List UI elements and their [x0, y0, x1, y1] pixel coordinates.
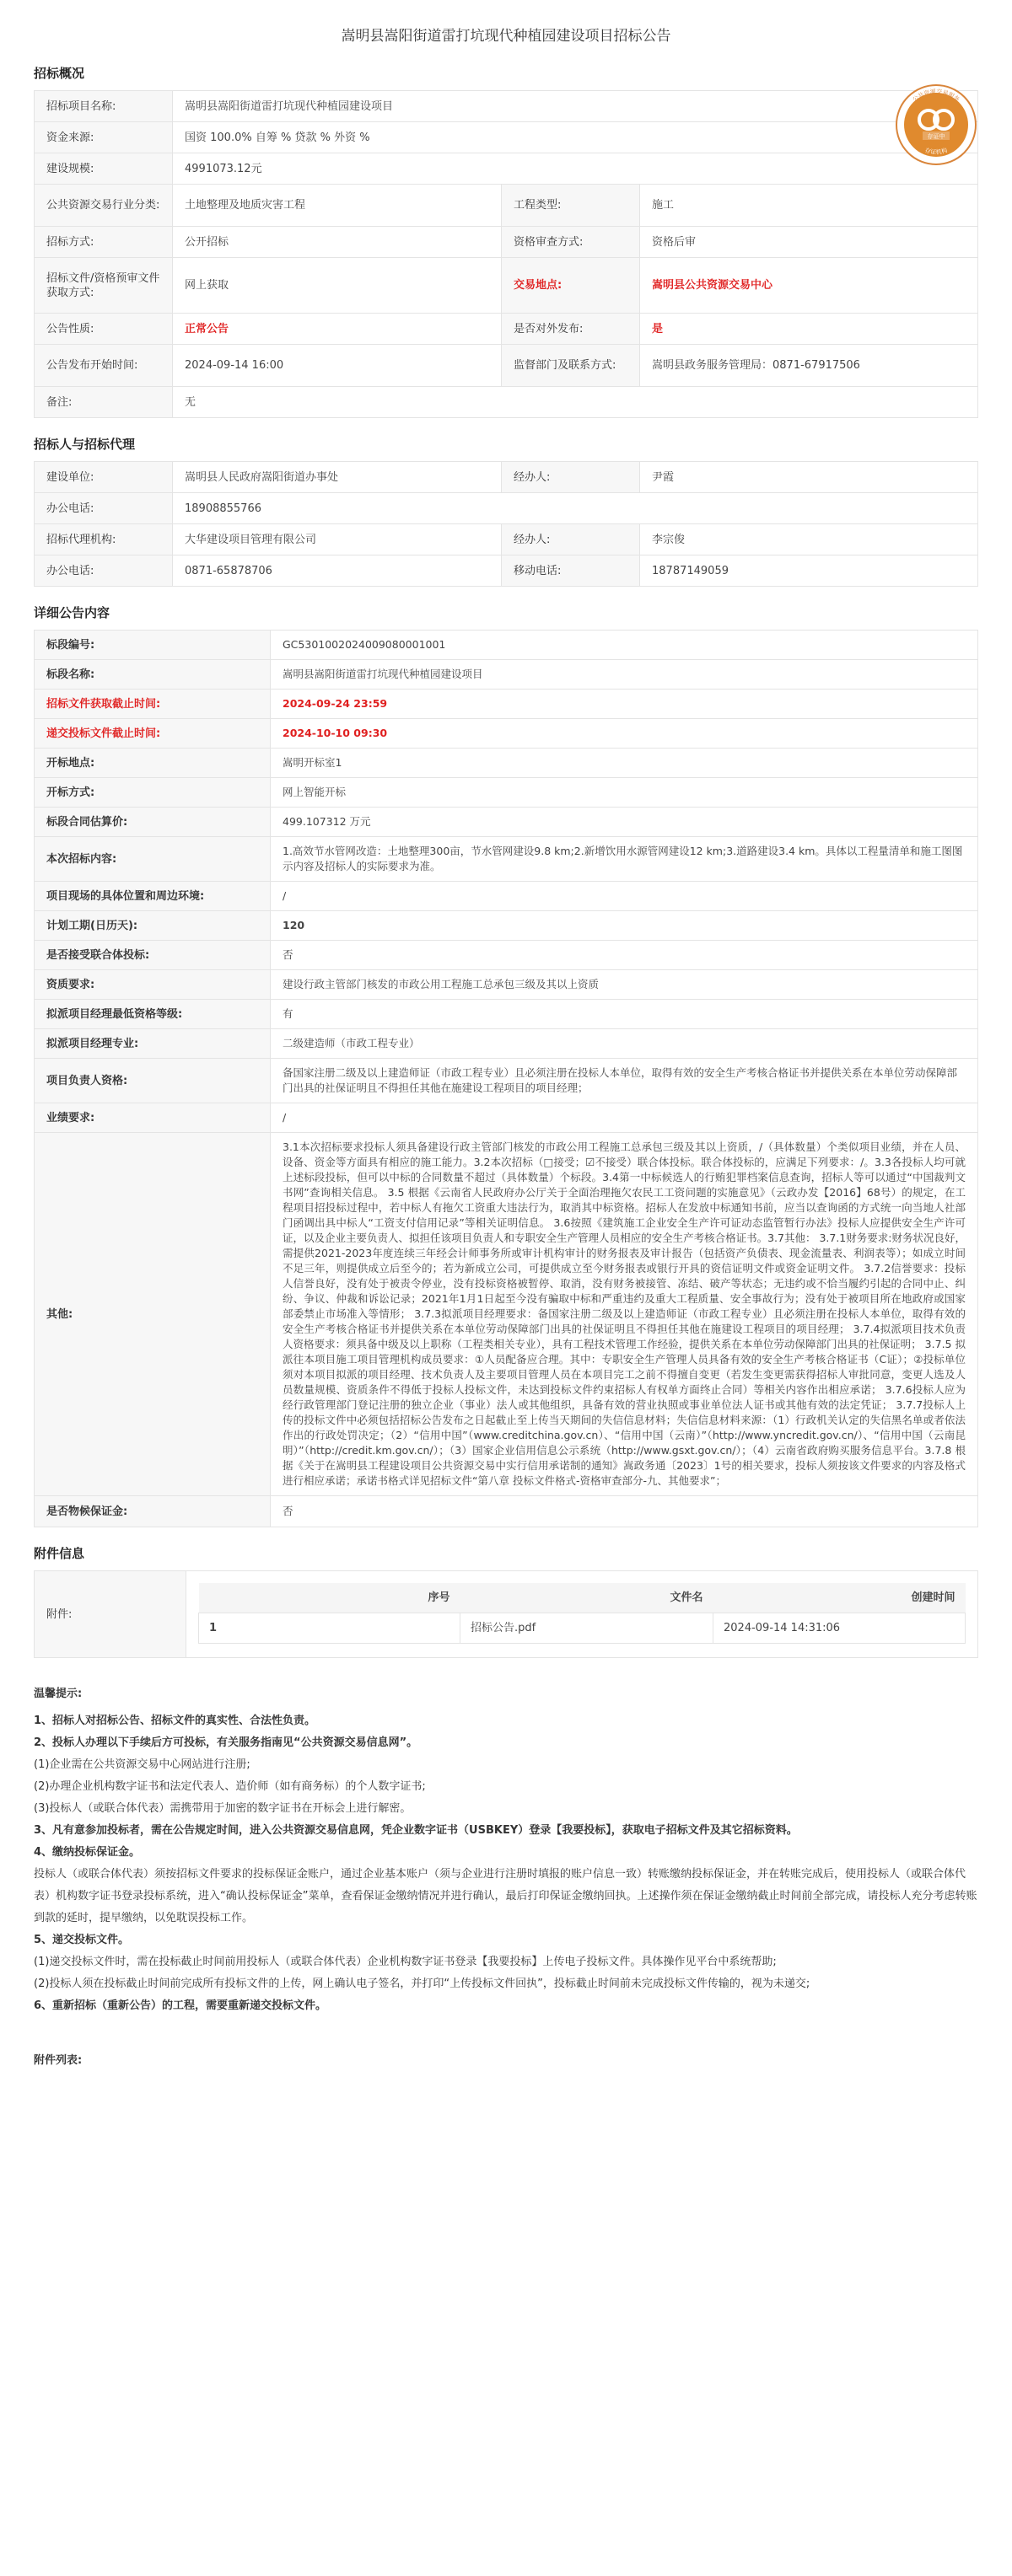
detail-row-label: 是否接受联合体投标:	[35, 941, 271, 970]
attachment-time: 2024-09-14 14:31:06	[713, 1613, 966, 1644]
agent-value: 大华建设项目管理有限公司	[173, 524, 502, 555]
notes-line: 4、缴纳投标保证金。	[34, 1846, 141, 1859]
stamp-top-text: 公共资源交易服务	[911, 88, 961, 104]
col-header-time: 创建时间	[713, 1583, 966, 1613]
detail-row-value: /	[271, 882, 978, 911]
agent-phone-label: 办公电话:	[35, 555, 173, 587]
scale-value: 4991073.12元	[173, 153, 978, 185]
owner-label: 建设单位:	[35, 462, 173, 493]
agent-phone-value: 0871-65878706	[173, 555, 502, 587]
method-value: 公开招标	[173, 227, 502, 258]
detail-row	[35, 660, 978, 690]
detail-row-label: 业绩要求:	[35, 1103, 271, 1133]
overview-table	[34, 90, 978, 418]
notes-line: 6、重新招标（重新公告）的工程，需要重新递交投标文件。	[34, 1999, 327, 2012]
detail-row-value: GC5301002024009080001001	[271, 631, 978, 660]
section-detail-heading: 详细公告内容	[34, 605, 110, 620]
other-label: 其他:	[35, 1133, 271, 1496]
detail-row	[35, 941, 978, 970]
detail-row-value: /	[271, 1103, 978, 1133]
attachment-file-link[interactable]: 招标公告.pdf	[460, 1613, 713, 1644]
doc-obtain-value: 网上获取	[173, 258, 502, 314]
fund-label: 资金来源:	[35, 122, 173, 153]
detail-row	[35, 631, 978, 660]
public-label: 是否对外发布:	[502, 314, 640, 345]
attachments-file-table	[198, 1583, 966, 1644]
detail-row-label: 开标方式:	[35, 778, 271, 808]
detail-row	[35, 808, 978, 837]
attach-list-label: 附件列表:	[34, 2054, 83, 2067]
detail-row-label: 拟派项目经理最低资格等级:	[35, 1000, 271, 1029]
remark-label: 备注:	[35, 387, 173, 418]
detail-row-label: 项目负责人资格:	[35, 1059, 271, 1103]
manager-label: 经办人:	[502, 462, 640, 493]
live-value: 否	[271, 1496, 978, 1527]
notes-line: 投标人（或联合体代表）须按招标文件要求的投标保证金账户，通过企业基本账户（须与企业进行注册时填报的账户信息一致）转账缴纳投标保证金，并在转账完成后，使用投标人（或联合体代表）机构数字证书登录投标系统，进入“确认投标保证金”菜单，查看保证金缴纳情况并进行确认，最后打印保证金缴纳回执。上述操作须在保证金缴纳截止时间前全部完成，请投标人充分考虑转账到款的延时，提早缴纳，以免耽误投标工作。	[34, 1868, 977, 1924]
project-type-label: 工程类型:	[502, 185, 640, 227]
detail-row-value: 2024-09-24 23:59	[271, 690, 978, 719]
detail-row	[35, 970, 978, 1000]
detail-row-value: 备国家注册二级及以上建造师证（市政工程专业）且必须注册在投标人本单位，取得有效的安全生产考核合格证书并提供关系在本单位劳动保障部门出具的社保证明且不得担任其他在施建设工程项目的项目经理；	[271, 1059, 978, 1103]
other-value: 3.1本次招标要求投标人须具备建设行政主管部门核发的市政公用工程施工总承包三级及其以上资质，/（具体数量）个类似项目业绩，并在人员、设备、资金等方面具有相应的施工能力。3.2本次招标（□接受；☑不接受）联合体投标。联合体投标的，应满足下列要求：/。3.3各投标人均可就上述标段投标，但可以中标的合同数量不超过（具体数量）个标段。3.4第一中标候选人的行贿犯罪档案信息查询，招标人等可以通过“中国裁判文书网”查询相关信息。 3.5 根据《云南省人民政府办公厅关于全面治理拖欠农民工工资问题的实施意见》（云政办发【2016】68号）的规定，在工程项目招投标过程中，若中标人有拖欠工资重大违法行为，取消其中标资格。招标人在发放中标通知书前，应当以查询函的方式统一向当地人社部门函调出具中标人“工资支付信用记录”等相关证明信息。 3.6按照《建筑施工企业安全生产许可证动态监管暂行办法》投标人应提供安全生产许可证，以及企业主要负责人、拟担任该项目负责人和专职安全生产管理人员相应的安全生产考核合格证书。3.7其他： 3.7.1财务要求:财务状况良好，需提供2021-2023年度连续三年经会计师事务所或审计机构审计的财务报表及审计报告（包括资产负债表、现金流量表、利润表等）；如成立时间不足三年，则提供成立后至今的；若为新成立公司，可提供成立至今财务报表或银行开具的资信证明文件或资金证明文件。 3.7.2信誉要求：投标人信誉良好，没有处于被责令停业，没有投标资格被暂停、取消，没有财务被接管、冻结、破产等状态；无违约或不恰当履约引起的合同中止、纠纷、争议、仲裁和诉讼记录；2021年1月1日起至今没有骗取中标和严重违约及重大工程质量、安全事故行为；没有处于被项目所在地政府或国家部委禁止市场准入等情形； 3.7.3拟派项目经理要求：备国家注册二级及以上建造师证（市政工程专业）且必须注册在投标人本单位，取得有效的安全生产考核合格证书并提供关系在本单位劳动保障部门出具的社保证明且不得担任其他在施建设工程项目的项目经理； 3.7.4拟派项目技术负责人资格要求：须具备中级及以上职称（工程类相关专业），具有工程技术管理工作经验，提供关系在本单位劳动保障部门出具的社保证明； 3.7.5 拟派往本项目施工项目管理机构成员要求：①人员配备应合理。其中：专职安全生产管理人员具备有效的安全生产考核合格证书（C证）；②投标单位须对本项目拟派的项目经理、技术负责人及主要项目管理人员在本项目完工之前不得擅自变更（若发生变更需获得招标人审批同意，变更人选及人员数量规模、资质条件不得低于投标人投标文件，未达到投标文件约束招标人有权单方面终止合同）等相关内容作出相应承诺； 3.7.6投标人应为经行政管理部门登记注册的独立企业（事业）法人或其他组织，具备有效的营业执照或事业单位法人证书或其他有效的法定凭证； 3.7.7投标人上传的投标文件中必须包括招标公告发布之日起截止至上传当天期间的失信信息材料；失信信息材料来源：（1）行政机关认定的失信黑名单或者依法作出的行政处罚决定；（2）“信用中国”（www.creditchina.gov.cn）、“信用中国（云南）”（http://www.yncredit.gov.cn/）、“信用中国（云南昆明）”（http://credit.km.gov.cn/）；（3）国家企业信用信息公示系统（http://www.gsxt.gov.cn/）；（4）云南省政府购买服务信息平台。3.7.8 根据《关于在嵩明县工程建设项目公共资源交易中实行信用承诺制的通知》嵩政务通〔2023〕1号的相关要求，投标人须按该文件要求的内容及格式进行相应承诺；承诺书格式详见招标文件“第八章 投标文件格式-资格审查部分-九、其他要求”；	[271, 1133, 978, 1496]
detail-row-label: 开标地点:	[35, 749, 271, 778]
col-header-no: 序号	[199, 1583, 460, 1613]
venue-value: 嵩明县公共资源交易中心	[640, 258, 978, 314]
detail-table	[34, 630, 978, 1527]
detail-row-value: 有	[271, 1000, 978, 1029]
notes-line: 2、投标人办理以下手续后方可投标，有关服务指南见“公共资源交易信息网”。	[34, 1736, 418, 1749]
detail-row-value: 120	[271, 911, 978, 941]
qual-method-label: 资格审查方式:	[502, 227, 640, 258]
detail-row	[35, 1059, 978, 1103]
notes-line: (2)办理企业机构数字证书和法定代表人、造价师（如有商务标）的个人数字证书;	[34, 1780, 426, 1793]
detail-row	[35, 778, 978, 808]
detail-row-label: 标段合同估算价:	[35, 808, 271, 837]
notice-type-label: 公告性质:	[35, 314, 173, 345]
scale-label: 建设规模:	[35, 153, 173, 185]
section-attachments-heading: 附件信息	[34, 1546, 85, 1561]
attachment-no: 1	[199, 1613, 460, 1644]
detail-row	[35, 837, 978, 882]
project-type-value: 施工	[640, 185, 978, 227]
agent-manager-value: 李宗俊	[640, 524, 978, 555]
detail-row-label: 拟派项目经理专业:	[35, 1029, 271, 1059]
detail-row-label: 本次招标内容:	[35, 837, 271, 882]
detail-row-label: 项目现场的具体位置和周边环境:	[35, 882, 271, 911]
public-value: 是	[640, 314, 978, 345]
agent-label: 招标代理机构:	[35, 524, 173, 555]
detail-row-value: 网上智能开标	[271, 778, 978, 808]
parties-table	[34, 461, 978, 587]
publish-time-value: 2024-09-14 16:00	[173, 345, 502, 387]
agent-manager-label: 经办人:	[502, 524, 640, 555]
project-name-label: 招标项目名称:	[35, 91, 173, 122]
notes-line: 5、递交投标文件。	[34, 1934, 130, 1946]
detail-row-value: 嵩明开标室1	[271, 749, 978, 778]
manager-value: 尹霞	[640, 462, 978, 493]
attachments-label: 附件:	[35, 1571, 186, 1658]
office-phone-label: 办公电话:	[35, 493, 173, 524]
detail-row-value: 二级建造师（市政工程专业）	[271, 1029, 978, 1059]
attachment-row[interactable]	[199, 1613, 966, 1644]
notes-line: 3、凡有意参加投标者，需在公告规定时间，进入公共资源交易信息网，凭企业数字证书（USBKEY）登录【我要投标】，获取电子招标文件及其它招标资料。	[34, 1824, 798, 1837]
detail-row-value: 1.高效节水管网改造：土地整理300亩，节水管网建设9.8 km;2.新增饮用水源管网建设12 km;3.道路建设3.4 km。具体以工程量清单和施工图图示内容及招标人的实际要求为准。	[271, 837, 978, 882]
section-overview-heading: 招标概况	[34, 66, 85, 81]
detail-row-value: 建设行政主管部门核发的市政公用工程施工总承包三级及其以上资质	[271, 970, 978, 1000]
detail-row-value: 499.107312 万元	[271, 808, 978, 837]
owner-value: 嵩明县人民政府嵩阳街道办事处	[173, 462, 502, 493]
notes-section	[34, 1683, 978, 2017]
detail-row	[35, 1000, 978, 1029]
notes-line: 1、招标人对招标公告、招标文件的真实性、合法性负责。	[34, 1715, 316, 1727]
certification-stamp-icon	[894, 83, 978, 207]
detail-row	[35, 911, 978, 941]
detail-row-value: 2024-10-10 09:30	[271, 719, 978, 749]
notes-line: (3)投标人（或联合体代表）需携带用于加密的数字证书在开标会上进行解密。	[34, 1802, 412, 1815]
office-phone-value: 18908855766	[173, 493, 978, 524]
detail-row-value: 否	[271, 941, 978, 970]
detail-row-label: 计划工期(日历天):	[35, 911, 271, 941]
category-label: 公共资源交易行业分类:	[35, 185, 173, 227]
project-name-value: 嵩明县嵩阳街道雷打坑现代种植园建设项目	[173, 91, 978, 122]
fund-value: 国资 100.0% 自筹 % 贷款 % 外资 %	[173, 122, 978, 153]
category-value: 土地整理及地质灾害工程	[173, 185, 502, 227]
detail-row-label: 标段编号:	[35, 631, 271, 660]
supervisor-label: 监督部门及联系方式:	[502, 345, 640, 387]
detail-row	[35, 749, 978, 778]
notes-line: (1)递交投标文件时，需在投标截止时间前用投标人（或联合体代表）企业机构数字证书登录【我要投标】上传电子投标文件。具体操作见平台中系统帮助;	[34, 1956, 777, 1968]
live-label: 是否物候保证金:	[35, 1496, 271, 1527]
notes-line: (1)企业需在公共资源交易中心网站进行注册;	[34, 1758, 250, 1771]
stamp-center-text: 存证中	[927, 133, 945, 140]
doc-obtain-label: 招标文件/资格预审文件获取方式:	[35, 258, 173, 314]
attachments-table	[34, 1570, 978, 1658]
detail-row-label: 资质要求:	[35, 970, 271, 1000]
supervisor-value: 嵩明县政务服务管理局：0871-67917506	[640, 345, 978, 387]
detail-row	[35, 882, 978, 911]
mobile-label: 移动电话:	[502, 555, 640, 587]
notes-line: (2)投标人须在投标截止时间前完成所有投标文件的上传，网上确认电子签名，并打印“上传投标文件回执”，投标截止时间前未完成投标文件传输的，视为未递交;	[34, 1978, 810, 1990]
section-parties-heading: 招标人与招标代理	[34, 437, 136, 452]
col-header-name: 文件名	[460, 1583, 713, 1613]
detail-row-label: 标段名称:	[35, 660, 271, 690]
mobile-value: 18787149059	[640, 555, 978, 587]
publish-time-label: 公告发布开始时间:	[35, 345, 173, 387]
detail-row-label: 招标文件获取截止时间:	[35, 690, 271, 719]
page-title: 嵩明县嵩阳街道雷打坑现代种植园建设项目招标公告	[341, 28, 671, 45]
detail-row-label: 递交投标文件截止时间:	[35, 719, 271, 749]
stamp-bottom-text: 存证机构	[923, 147, 949, 156]
method-label: 招标方式:	[35, 227, 173, 258]
venue-label: 交易地点:	[502, 258, 640, 314]
detail-row	[35, 690, 978, 719]
detail-row	[35, 1103, 978, 1133]
notes-heading: 温馨提示:	[34, 1688, 83, 1700]
detail-row-value: 嵩明县嵩阳街道雷打坑现代种植园建设项目	[271, 660, 978, 690]
qual-method-value: 资格后审	[640, 227, 978, 258]
detail-row	[35, 719, 978, 749]
detail-row	[35, 1029, 978, 1059]
remark-value: 无	[173, 387, 978, 418]
notice-type-value: 正常公告	[173, 314, 502, 345]
